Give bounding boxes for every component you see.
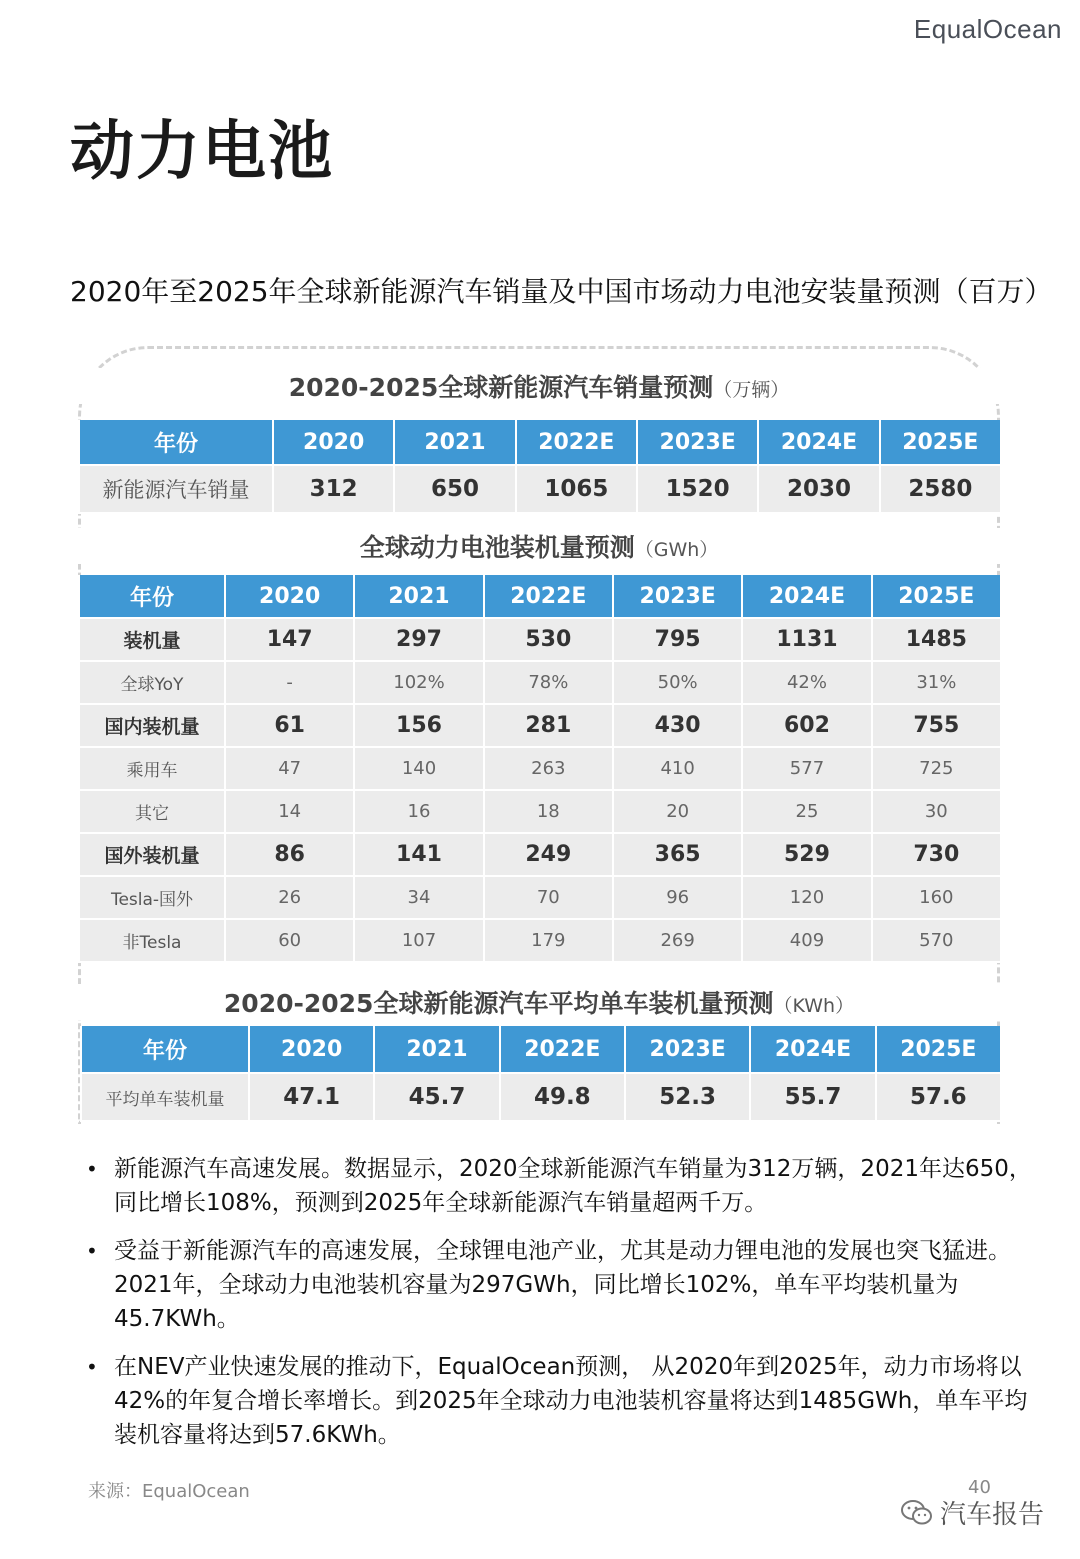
table-cell: 795: [614, 619, 741, 662]
header-cell: 2021: [355, 575, 482, 619]
table-row: [80, 920, 1000, 963]
header-cell: 2020: [250, 1026, 373, 1074]
table-cell: 156: [355, 705, 482, 748]
table-cell: 430: [614, 705, 741, 748]
row-label: 新能源汽车销量: [80, 466, 272, 514]
table-cell: 47: [226, 748, 353, 791]
table-cell: 529: [743, 834, 870, 877]
table-cell: 409: [743, 920, 870, 963]
header-cell: 2024E: [759, 420, 878, 466]
table-cell: 26: [226, 877, 353, 920]
table-cell: 107: [355, 920, 482, 963]
header-cell: 2023E: [626, 1026, 749, 1074]
table-cell: 55.7: [751, 1074, 874, 1122]
table-cell: 25: [743, 791, 870, 834]
table-cell: 281: [485, 705, 612, 748]
table-row: [80, 877, 1000, 920]
table-cell: 297: [355, 619, 482, 662]
table-cell: 1485: [873, 619, 1000, 662]
bullet-text: 新能源汽车高速发展。数据显示，2020全球新能源汽车销量为312万辆，2021年达650，同比增长108%，预测到2025年全球新能源汽车销量超两千万。: [114, 1156, 1032, 1216]
table-cell: 14: [226, 791, 353, 834]
table-row: [80, 834, 1000, 877]
table-cell: 120: [743, 877, 870, 920]
header-cell: 2020: [226, 575, 353, 619]
table-cell: 577: [743, 748, 870, 791]
row-label: 国外装机量: [80, 834, 224, 877]
bullet-text: 在NEV产业快速发展的推动下，EqualOcean预测， 从2020年到2025年，动力市场将以42%的年复合增长率增长。到2025年全球动力电池装机容量将达到1485GWh，单车平均装机容量将达到57.6KWh。: [114, 1354, 1028, 1448]
table-cell: 269: [614, 920, 741, 963]
header-cell: 年份: [80, 575, 224, 619]
table-cell: 31%: [873, 662, 1000, 705]
watermark: [900, 1494, 1044, 1531]
table3-title: [78, 984, 1000, 1020]
table1-unit: （万辆）: [713, 379, 790, 401]
bullet-mark: •: [86, 1355, 98, 1379]
table-row: [80, 748, 1000, 791]
table-cell: 160: [873, 877, 1000, 920]
table3-unit: （KWh）: [773, 995, 855, 1017]
header-cell: 2021: [375, 1026, 498, 1074]
table-cell: 78%: [485, 662, 612, 705]
table-row: [82, 1074, 1000, 1122]
table-cell: 86: [226, 834, 353, 877]
table-header-row: [80, 575, 1000, 619]
bullet-list: [82, 1152, 1032, 1466]
table-cell: 30: [873, 791, 1000, 834]
row-label: 乘用车: [80, 748, 224, 791]
page-number: 40: [968, 1477, 991, 1498]
equalocean-logo: EqualOcean: [913, 14, 1062, 44]
table2-unit: （GWh）: [634, 539, 719, 561]
table1-title-text: 2020-2025全球新能源汽车销量预测: [288, 373, 714, 402]
header-cell: 2022E: [501, 1026, 624, 1074]
bullet-mark: •: [86, 1239, 98, 1263]
table-cell: 49.8: [501, 1074, 624, 1122]
table-cell: 2030: [759, 466, 878, 514]
header-cell: 2021: [395, 420, 514, 466]
table-cell: 34: [355, 877, 482, 920]
table-cell: 650: [395, 466, 514, 514]
table-cell: -: [226, 662, 353, 705]
bullet-item: [82, 1152, 1032, 1220]
row-label: 平均单车装机量: [82, 1074, 248, 1122]
bullet-item: [82, 1350, 1032, 1452]
header-cell: 2025E: [877, 1026, 1000, 1074]
header-cell: 年份: [80, 420, 272, 466]
chart-subtitle: 2020年至2025年全球新能源汽车销量及中国市场动力电池安装量预测（百万）: [70, 275, 1053, 308]
row-label: 其它: [80, 791, 224, 834]
bullet-item: [82, 1234, 1032, 1336]
table-cell: 70: [485, 877, 612, 920]
table-cell: 45.7: [375, 1074, 498, 1122]
table1-title: [78, 368, 1000, 404]
table2-title-text: 全球动力电池装机量预测: [359, 533, 635, 562]
header-cell: 2025E: [881, 420, 1000, 466]
table-cell: 730: [873, 834, 1000, 877]
header-cell: 2020: [274, 420, 393, 466]
source-note: 来源：EqualOcean: [88, 1481, 250, 1502]
header-cell: 2024E: [751, 1026, 874, 1074]
bullet-text: 受益于新能源汽车的高速发展，全球锂电池产业，尤其是动力锂电池的发展也突飞猛进。2021年，全球动力电池装机容量为297GWh，同比增长102%，单车平均装机量为45.7KWh。: [114, 1238, 1011, 1332]
header-cell: 2025E: [873, 575, 1000, 619]
nev-sales-table: [78, 420, 1002, 514]
table-cell: 147: [226, 619, 353, 662]
row-label: 装机量: [80, 619, 224, 662]
table-cell: 140: [355, 748, 482, 791]
battery-installation-table: [78, 575, 1002, 963]
row-label: 全球YoY: [80, 662, 224, 705]
header-cell: 2022E: [485, 575, 612, 619]
wechat-icon: [900, 1499, 934, 1527]
header-cell: 2022E: [517, 420, 636, 466]
table-row: [80, 705, 1000, 748]
table-cell: 530: [485, 619, 612, 662]
table-row: [80, 466, 1000, 514]
table-cell: 1065: [517, 466, 636, 514]
header-cell: 2024E: [743, 575, 870, 619]
table-cell: 61: [226, 705, 353, 748]
table-cell: 179: [485, 920, 612, 963]
table-cell: 47.1: [250, 1074, 373, 1122]
table-cell: 57.6: [877, 1074, 1000, 1122]
table-cell: 602: [743, 705, 870, 748]
watermark-text: 汽车报告: [940, 1500, 1045, 1530]
table-cell: 570: [873, 920, 1000, 963]
table-cell: 52.3: [626, 1074, 749, 1122]
row-label: 国内装机量: [80, 705, 224, 748]
table3-title-text: 2020-2025全球新能源汽车平均单车装机量预测: [223, 989, 774, 1018]
table-cell: 725: [873, 748, 1000, 791]
table-row: [80, 619, 1000, 662]
table-header-row: [82, 1026, 1000, 1074]
table-cell: 755: [873, 705, 1000, 748]
table-cell: 2580: [881, 466, 1000, 514]
table-cell: 312: [274, 466, 393, 514]
table-cell: 263: [485, 748, 612, 791]
table-cell: 20: [614, 791, 741, 834]
bullet-mark: •: [86, 1157, 98, 1181]
table-cell: 141: [355, 834, 482, 877]
table-cell: 1131: [743, 619, 870, 662]
table2-title: [78, 528, 1000, 564]
table-cell: 96: [614, 877, 741, 920]
table-cell: 18: [485, 791, 612, 834]
table-cell: 60: [226, 920, 353, 963]
page-title: 动力电池: [70, 115, 334, 189]
table-cell: 365: [614, 834, 741, 877]
row-label: Tesla-国外: [80, 877, 224, 920]
table-header-row: [80, 420, 1000, 466]
table-cell: 410: [614, 748, 741, 791]
table-cell: 50%: [614, 662, 741, 705]
table-cell: 102%: [355, 662, 482, 705]
table-cell: 249: [485, 834, 612, 877]
header-cell: 年份: [82, 1026, 248, 1074]
header-cell: 2023E: [614, 575, 741, 619]
table-cell: 1520: [638, 466, 757, 514]
table-row: [80, 791, 1000, 834]
table-cell: 42%: [743, 662, 870, 705]
avg-per-vehicle-table: [80, 1026, 1002, 1122]
table-cell: 16: [355, 791, 482, 834]
row-label: 非Tesla: [80, 920, 224, 963]
header-cell: 2023E: [638, 420, 757, 466]
table-row: [80, 662, 1000, 705]
